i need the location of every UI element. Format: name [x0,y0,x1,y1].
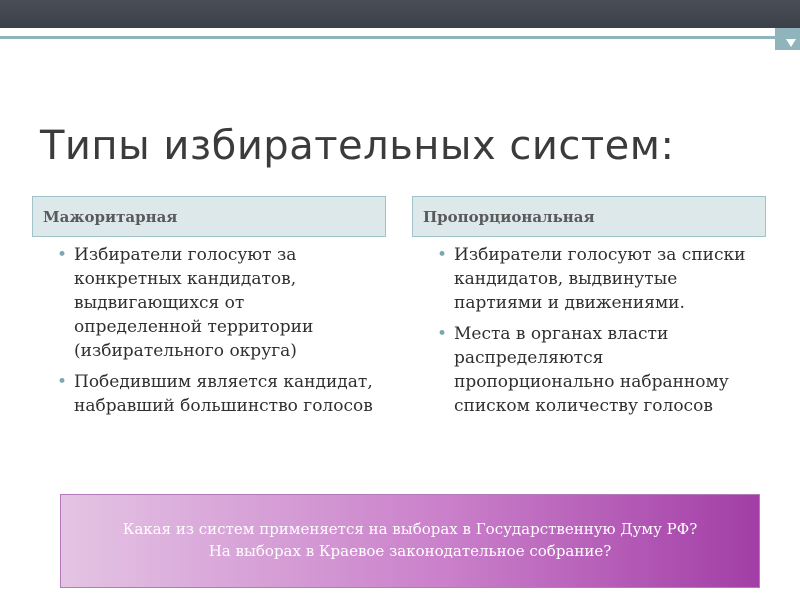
bullet-icon: • [57,245,68,265]
list-item-text: Места в органах власти распределяются пропорционально набранному списком количеству голосов [454,324,729,416]
bullet-icon: • [437,245,448,265]
majoritarian-bullet-list [54,243,374,425]
top-bar [0,0,800,28]
proportional-bullet-list [434,243,754,425]
slide-title: Типы избирательных систем: [40,123,675,169]
question-box [60,494,760,588]
list-item-text: Избиратели голосуют за списки кандидатов, выдвинутые партиями и движениями. [454,245,746,313]
question-line-2: На выборах в Краевое законодательное собрание? [208,542,612,560]
question-line-1: Какая из систем применяется на выборах в Государственную Думу РФ? [122,520,698,538]
list-item [434,322,754,418]
list-item [54,243,374,363]
bullet-icon: • [57,372,68,392]
list-item [434,243,754,315]
bullet-icon: • [437,324,448,344]
column-header-proportional: Пропорциональная [412,196,766,237]
accent-line [0,36,800,39]
corner-triangle-icon [786,39,796,47]
list-item-text: Победившим является кандидат, набравший большинство голосов [74,372,373,416]
column-header-majoritarian: Мажоритарная [32,196,386,237]
list-item [54,370,374,418]
list-item-text: Избиратели голосуют за конкретных кандидатов, выдвигающихся от определенной территории (избирательного округа) [74,245,314,361]
